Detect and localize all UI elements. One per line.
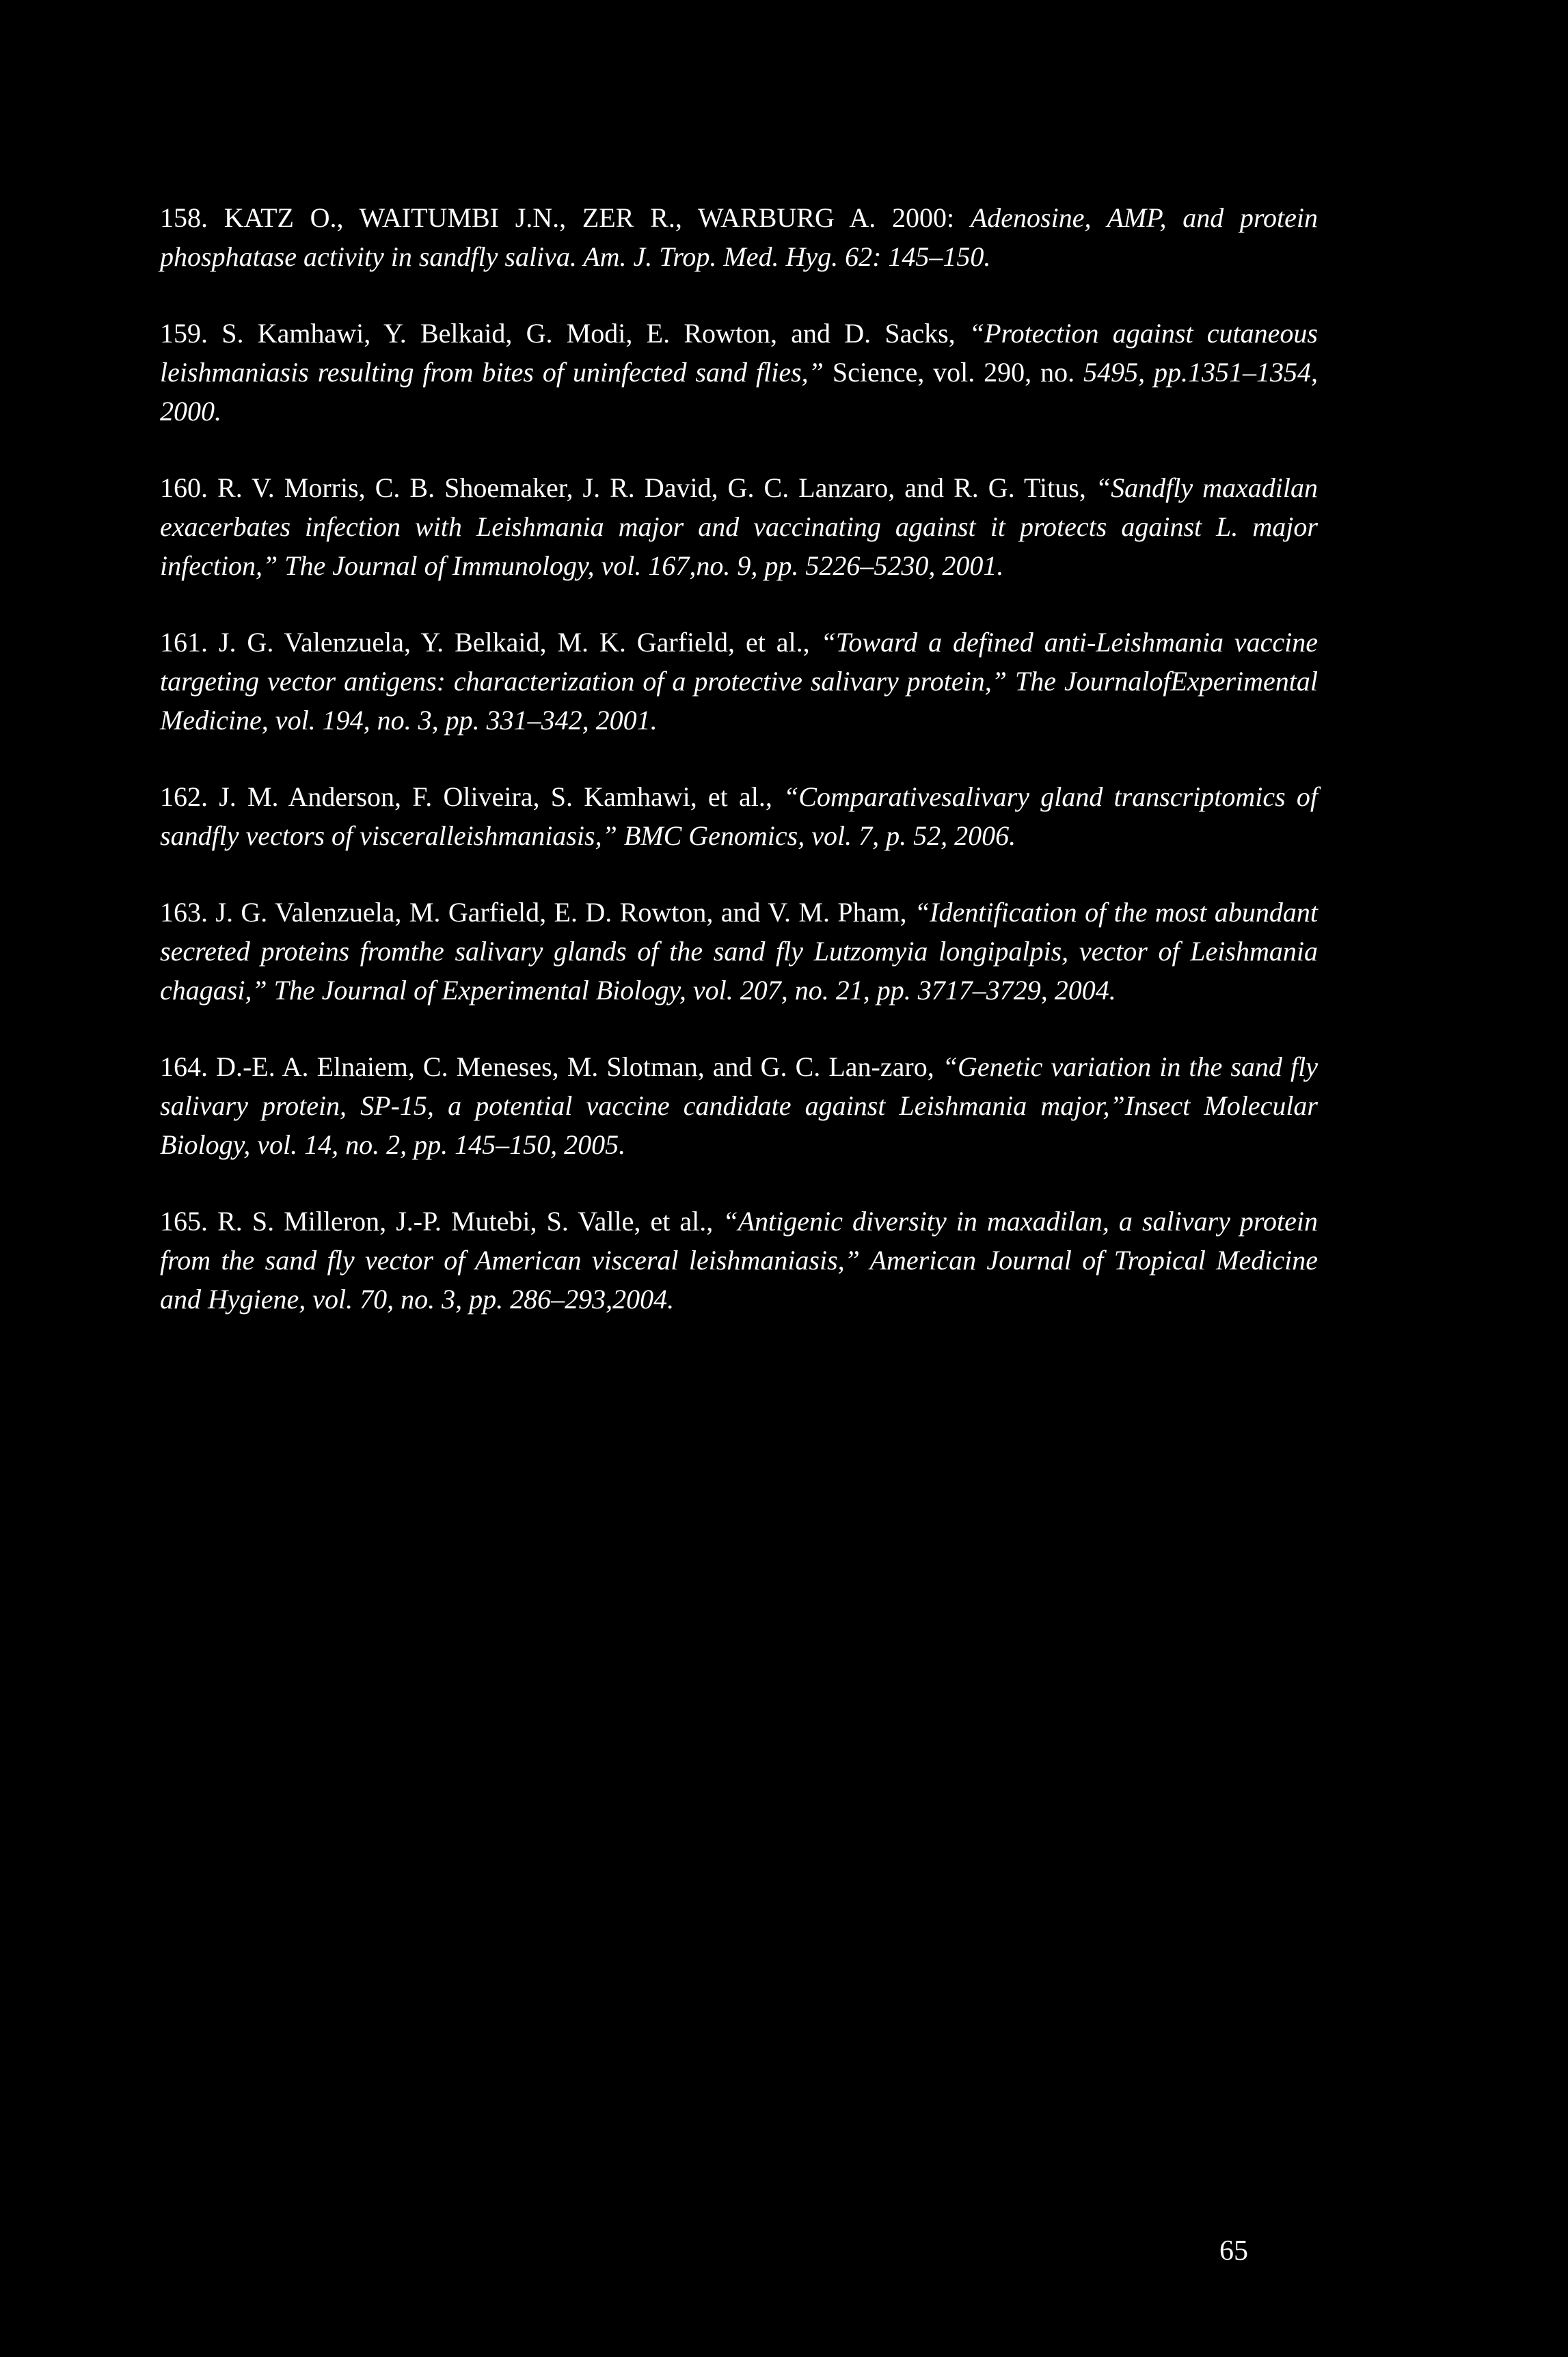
reference-list <box>160 198 1318 1356</box>
reference-162: 162. J. M. Anderson, F. Oliveira, S. Kamhawi, et al., “Comparativesalivary gland transcriptomics of sandfly vectors of visceralleishmaniasis,” BMC Genomics, vol. 7, p. 52, 2006. <box>160 781 1318 851</box>
reference-160: 160. R. V. Morris, C. B. Shoemaker, J. R. David, G. C. Lanzaro, and R. G. Titus, “Sandfly maxadilan exacerbates infection with Leishmania major and vaccinating against it protects against L. major infection,” The Journal of Immunology, vol. 167,no. 9, pp. 5226–5230, 2001. <box>160 472 1319 581</box>
reference-158: 158. KATZ O., WAITUMBI J.N., ZER R., WARBURG A. 2000: Adenosine, AMP, and protein phosphatase activity in sandfly saliva. Am. J. Trop. Med. Hyg. 62: 145–150. <box>160 202 1318 272</box>
reference-159: 159. S. Kamhawi, Y. Belkaid, G. Modi, E. Rowton, and D. Sacks, “Protection against cutaneous leishmaniasis resulting from bites of uninfected sand flies,” Science, vol. 290, no. 5495, pp.1351–1354, 2000. <box>160 318 1318 427</box>
reference-163: 163. J. G. Valenzuela, M. Garfield, E. D. Rowton, and V. M. Pham, “Identification of the most abundant secreted proteins fromthe salivary glands of the sand fly Lutzomyia longipalpis, vector of Leishmania chagasi,” The Journal of Experimental Biology, vol. 207, no. 21, pp. 3717–3729, 2004. <box>160 897 1318 1006</box>
reference-164: 164. D.-E. A. Elnaiem, C. Meneses, M. Slotman, and G. C. Lan-zaro, “Genetic variation in the sand fly salivary protein, SP-15, a potential vaccine candidate against Leishmania major,”Insect Molecular Biology, vol. 14, no. 2, pp. 145–150, 2005. <box>160 1051 1318 1160</box>
reference-165: 165. R. S. Milleron, J.-P. Mutebi, S. Valle, et al., “Antigenic diversity in maxadilan, a salivary protein from the sand fly vector of American visceral leishmaniasis,” American Journal of Tropical Medicine and Hygiene, vol. 70, no. 3, pp. 286–293,2004. <box>160 1206 1318 1315</box>
page-number: 65 <box>1219 2235 1248 2267</box>
reference-161: 161. J. G. Valenzuela, Y. Belkaid, M. K. Garfield, et al., “Toward a defined anti-Leishmania vaccine targeting vector antigens: characterization of a protective salivary protein,” The JournalofExperimental Medicine, vol. 194, no. 3, pp. 331–342, 2001. <box>160 627 1319 736</box>
